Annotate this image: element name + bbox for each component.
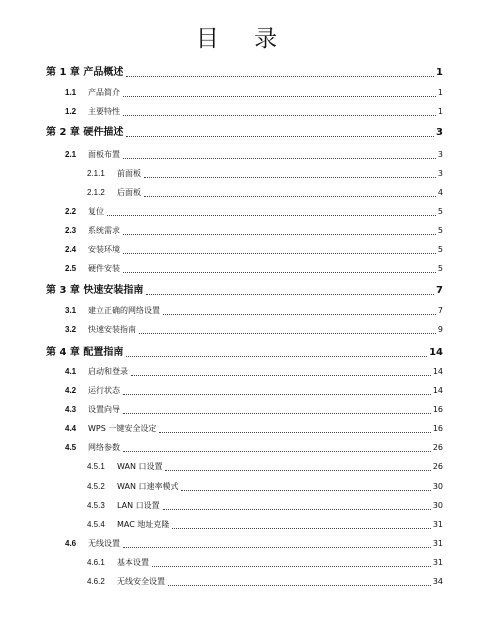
dot-leader (123, 546, 431, 548)
dot-leader (123, 114, 436, 116)
toc-chapter-entry[interactable] (46, 346, 443, 360)
toc-entry-number: 4.2 (65, 386, 77, 395)
dot-leader (181, 489, 430, 491)
toc-entry-number: 2.1.1 (87, 169, 105, 178)
toc-page-number: 5 (437, 226, 443, 235)
dot-leader (123, 95, 436, 97)
toc-section-entry[interactable] (87, 518, 443, 532)
toc-entry-title: 快速安装指南 (88, 325, 136, 334)
dot-leader (146, 293, 434, 295)
toc-section-entry[interactable] (65, 422, 443, 436)
dot-leader (159, 431, 430, 433)
toc-entry-title: MAC 地址克隆 (117, 520, 170, 529)
toc-section-entry[interactable] (65, 262, 443, 276)
toc-entry-number: 4.5.2 (87, 482, 105, 491)
toc-page-number: 26 (432, 443, 443, 452)
toc-page-number: 4 (437, 188, 443, 197)
toc-entry-title: 无线设置 (88, 539, 120, 548)
dot-leader (139, 332, 436, 334)
dot-leader (163, 313, 436, 315)
toc-page-number: 31 (432, 558, 443, 567)
dot-leader (163, 508, 431, 510)
toc-entry-number: 4.6.1 (87, 558, 105, 567)
dot-leader (126, 75, 434, 77)
toc-entry-title: WAN 口速率模式 (117, 482, 179, 491)
toc-page-number: 14 (429, 347, 443, 358)
toc-section-entry[interactable] (87, 460, 443, 474)
dot-leader (123, 252, 436, 254)
toc-entry-title: 前面板 (117, 169, 141, 178)
toc-page-number: 26 (432, 462, 443, 471)
toc-page-number: 30 (432, 501, 443, 510)
toc-entry-title: 产品简介 (88, 88, 120, 97)
toc-section-entry[interactable] (65, 243, 443, 257)
toc-page-number: 5 (437, 207, 443, 216)
toc-section-entry[interactable] (87, 575, 443, 589)
toc-entry-number: 4.4 (65, 424, 77, 433)
toc-section-entry[interactable] (65, 365, 443, 379)
toc-entry-title: WPS 一键安全设定 (88, 424, 157, 433)
dot-leader (123, 271, 436, 273)
toc-entry-title: 基本设置 (117, 558, 149, 567)
dot-leader (152, 565, 431, 567)
dot-leader (144, 176, 436, 178)
toc-page-number: 34 (432, 577, 443, 586)
toc-section-entry[interactable] (65, 86, 443, 100)
page-title: 目 录 (195, 26, 292, 52)
toc-entry-number: 2.5 (65, 264, 77, 273)
toc-entry-number: 4.5 (65, 443, 77, 452)
toc-page-number: 3 (437, 150, 443, 159)
dot-leader (123, 233, 436, 235)
toc-page-number: 3 (437, 169, 443, 178)
toc-entry-number: 4.6 (65, 539, 77, 548)
toc-section-entry[interactable] (65, 441, 443, 455)
dot-leader (165, 469, 430, 471)
toc-section-entry[interactable] (87, 186, 443, 200)
toc-entry-title: 启动和登录 (88, 367, 128, 376)
toc-entry-title: 第 3 章 快速安装指南 (46, 285, 144, 296)
toc-section-entry[interactable] (65, 403, 443, 417)
toc-section-entry[interactable] (65, 105, 443, 119)
toc-page-number: 1 (437, 107, 443, 116)
toc-page-number: 14 (432, 367, 443, 376)
toc-entry-title: 系统需求 (88, 226, 120, 235)
toc-entry-title: 网络参数 (88, 443, 120, 452)
dot-leader (123, 157, 436, 159)
toc-entry-title: 后面板 (117, 188, 141, 197)
dot-leader (126, 135, 434, 137)
dot-leader (131, 374, 431, 376)
toc-page-number: 16 (432, 424, 443, 433)
dot-leader (172, 527, 430, 529)
toc-page-number: 5 (437, 245, 443, 254)
dot-leader (107, 214, 436, 216)
toc-chapter-entry[interactable] (46, 284, 443, 298)
toc-page-number: 5 (437, 264, 443, 273)
dot-leader (126, 355, 427, 357)
toc-entry-title: 面板布置 (88, 150, 120, 159)
toc-entry-number: 1.1 (65, 88, 77, 97)
toc-entry-number: 4.5.4 (87, 520, 105, 529)
toc-page-number: 31 (432, 520, 443, 529)
toc-page-number: 9 (437, 325, 443, 334)
toc-entry-title: 第 2 章 硬件描述 (46, 127, 124, 138)
toc-chapter-entry[interactable] (46, 126, 443, 140)
toc-entry-number: 2.4 (65, 245, 77, 254)
toc-entry-title: 设置向导 (88, 405, 120, 414)
toc-page-number: 7 (436, 285, 443, 296)
toc-section-entry[interactable] (65, 537, 443, 551)
toc-section-entry[interactable] (87, 480, 443, 494)
dot-leader (123, 450, 431, 452)
toc-section-entry[interactable] (87, 167, 443, 181)
toc-entry-title: LAN 口设置 (117, 501, 160, 510)
toc-page-number: 16 (432, 405, 443, 414)
toc-chapter-entry[interactable] (46, 66, 443, 80)
toc-entry-title: 安装环境 (88, 245, 120, 254)
toc-entry-title: WAN 口设置 (117, 462, 163, 471)
toc-entry-title: 复位 (88, 207, 104, 216)
toc-page-number: 1 (436, 67, 443, 78)
toc-entry-number: 4.5.1 (87, 462, 105, 471)
toc-section-entry[interactable] (65, 323, 443, 337)
toc-entry-number: 4.1 (65, 367, 77, 376)
toc-entry-title: 主要特性 (88, 107, 120, 116)
toc-page-number: 31 (432, 539, 443, 548)
toc-entry-title: 硬件安装 (88, 264, 120, 273)
toc-section-entry[interactable] (87, 499, 443, 513)
dot-leader (168, 584, 431, 586)
toc-entry-number: 2.3 (65, 226, 77, 235)
toc-entry-number: 4.6.2 (87, 577, 105, 586)
toc-page-number: 1 (437, 88, 443, 97)
toc-entry-title: 第 4 章 配置指南 (46, 347, 124, 358)
toc-entry-number: 3.1 (65, 306, 77, 315)
dot-leader (123, 412, 431, 414)
toc-page-number: 14 (432, 386, 443, 395)
toc-entry-number: 3.2 (65, 325, 77, 334)
toc-entry-number: 2.1 (65, 150, 77, 159)
toc-page-number: 7 (437, 306, 443, 315)
toc-page-number: 3 (436, 127, 443, 138)
toc-section-entry[interactable] (65, 148, 443, 162)
toc-entry-title: 无线安全设置 (117, 577, 165, 586)
toc-entry-number: 2.1.2 (87, 188, 105, 197)
toc-entry-title: 第 1 章 产品概述 (46, 67, 124, 78)
toc-entry-title: 建立正确的网络设置 (88, 306, 160, 315)
toc-entry-number: 4.5.3 (87, 501, 105, 510)
dot-leader (144, 195, 436, 197)
toc-section-entry[interactable] (65, 304, 443, 318)
toc-page-number: 30 (432, 482, 443, 491)
dot-leader (123, 393, 431, 395)
toc-entry-number: 4.3 (65, 405, 77, 414)
toc-entry-title: 运行状态 (88, 386, 120, 395)
toc-section-entry[interactable] (65, 384, 443, 398)
toc-entry-number: 1.2 (65, 107, 77, 116)
toc-section-entry[interactable] (65, 224, 443, 238)
toc-section-entry[interactable] (87, 556, 443, 570)
toc-section-entry[interactable] (65, 205, 443, 219)
toc-entry-number: 2.2 (65, 207, 77, 216)
